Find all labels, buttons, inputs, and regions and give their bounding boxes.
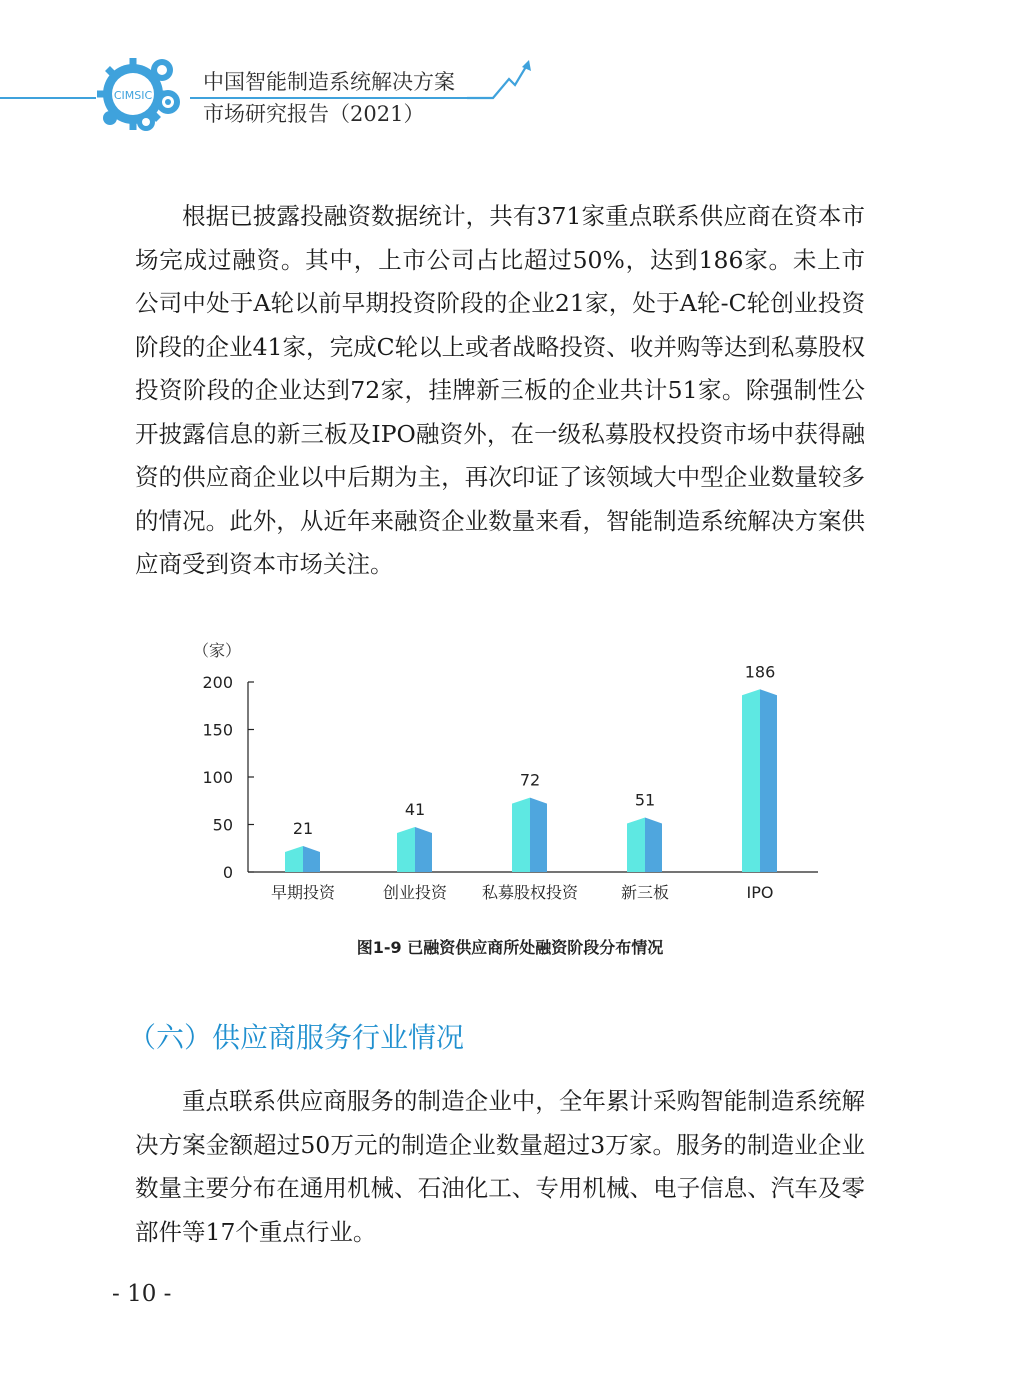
data-label: 72 bbox=[519, 770, 541, 790]
y-tick-label: 0 bbox=[222, 863, 233, 882]
bar-side bbox=[530, 798, 547, 872]
x-tick-label: IPO bbox=[746, 883, 774, 902]
chart-caption: 图1-9 已融资供应商所处融资阶段分布情况 bbox=[356, 938, 664, 957]
data-label: 21 bbox=[292, 819, 314, 839]
bar-front bbox=[512, 798, 530, 872]
bar-front bbox=[397, 827, 415, 872]
bar bbox=[512, 798, 547, 872]
x-tick-label: 新三板 bbox=[620, 883, 670, 902]
x-tick-label: 早期投资 bbox=[270, 883, 336, 902]
bar-side bbox=[760, 689, 777, 872]
bar-front bbox=[742, 689, 760, 872]
y-tick-label: 100 bbox=[202, 768, 233, 787]
data-label: 41 bbox=[404, 800, 426, 820]
header-rule-left bbox=[0, 97, 96, 99]
x-tick-label: 创业投资 bbox=[382, 883, 448, 902]
bar bbox=[742, 689, 777, 872]
y-tick-label: 50 bbox=[212, 815, 233, 835]
y-tick-label: 150 bbox=[202, 720, 233, 740]
logo-text: CIMSIC bbox=[113, 89, 153, 102]
x-tick-label: 私募股权投资 bbox=[481, 883, 579, 902]
header-arrow-icon bbox=[465, 55, 535, 105]
section-paragraph: 重点联系供应商服务的制造企业中，全年累计采购智能制造系统解决方案金额超过50万元的制造企业数量超过3万家。服务的制造业企业数量主要分布在通用机械、石油化工、专用机械、电子信息、汽车及零部件等17个重点行业。 bbox=[135, 1087, 865, 1246]
header-rule-right bbox=[190, 97, 470, 99]
data-label: 186 bbox=[744, 662, 776, 682]
bar-front bbox=[285, 846, 303, 872]
bar bbox=[397, 827, 432, 872]
bar-side bbox=[303, 846, 320, 872]
body-paragraph: 根据已披露投融资数据统计，共有371家重点联系供应商在资本市场完成过融资。其中，上市公司占比超过50%，达到186家。未上市公司中处于A轮以前早期投资阶段的企业21家，处于A轮-C轮创业投资阶段的企业41家，完成C轮以上或者战略投资、收并购等达到私募股权投资阶段的企业达到72家，挂牌新三板的企业共计51家。除强制性公开披露信息的新三板及IPO融资外，在一级私募股权投资市场中获得融资的供应商企业以中后期为主，再次印证了该领域大中型企业数量较多的情况。此外，从近年来融资企业数量来看，智能制造系统解决方案供应商受到资本市场关注。 bbox=[135, 202, 865, 578]
page-number: - 10 - bbox=[112, 1281, 172, 1307]
bar-side bbox=[645, 818, 662, 872]
section-heading: （六）供应商服务行业情况 bbox=[128, 1021, 465, 1054]
header-subtitle: 市场研究报告（2021） bbox=[203, 102, 425, 126]
data-label: 51 bbox=[634, 790, 656, 810]
bar-side bbox=[415, 827, 432, 872]
bar bbox=[627, 818, 662, 872]
header-title: 中国智能制造系统解决方案 bbox=[203, 70, 455, 94]
bar bbox=[285, 846, 320, 872]
bar-front bbox=[627, 818, 645, 872]
bar-chart bbox=[0, 620, 1020, 920]
chart-unit-label: （家） bbox=[192, 641, 242, 660]
y-tick-label: 200 bbox=[202, 673, 233, 692]
cimsic-logo bbox=[88, 54, 198, 138]
